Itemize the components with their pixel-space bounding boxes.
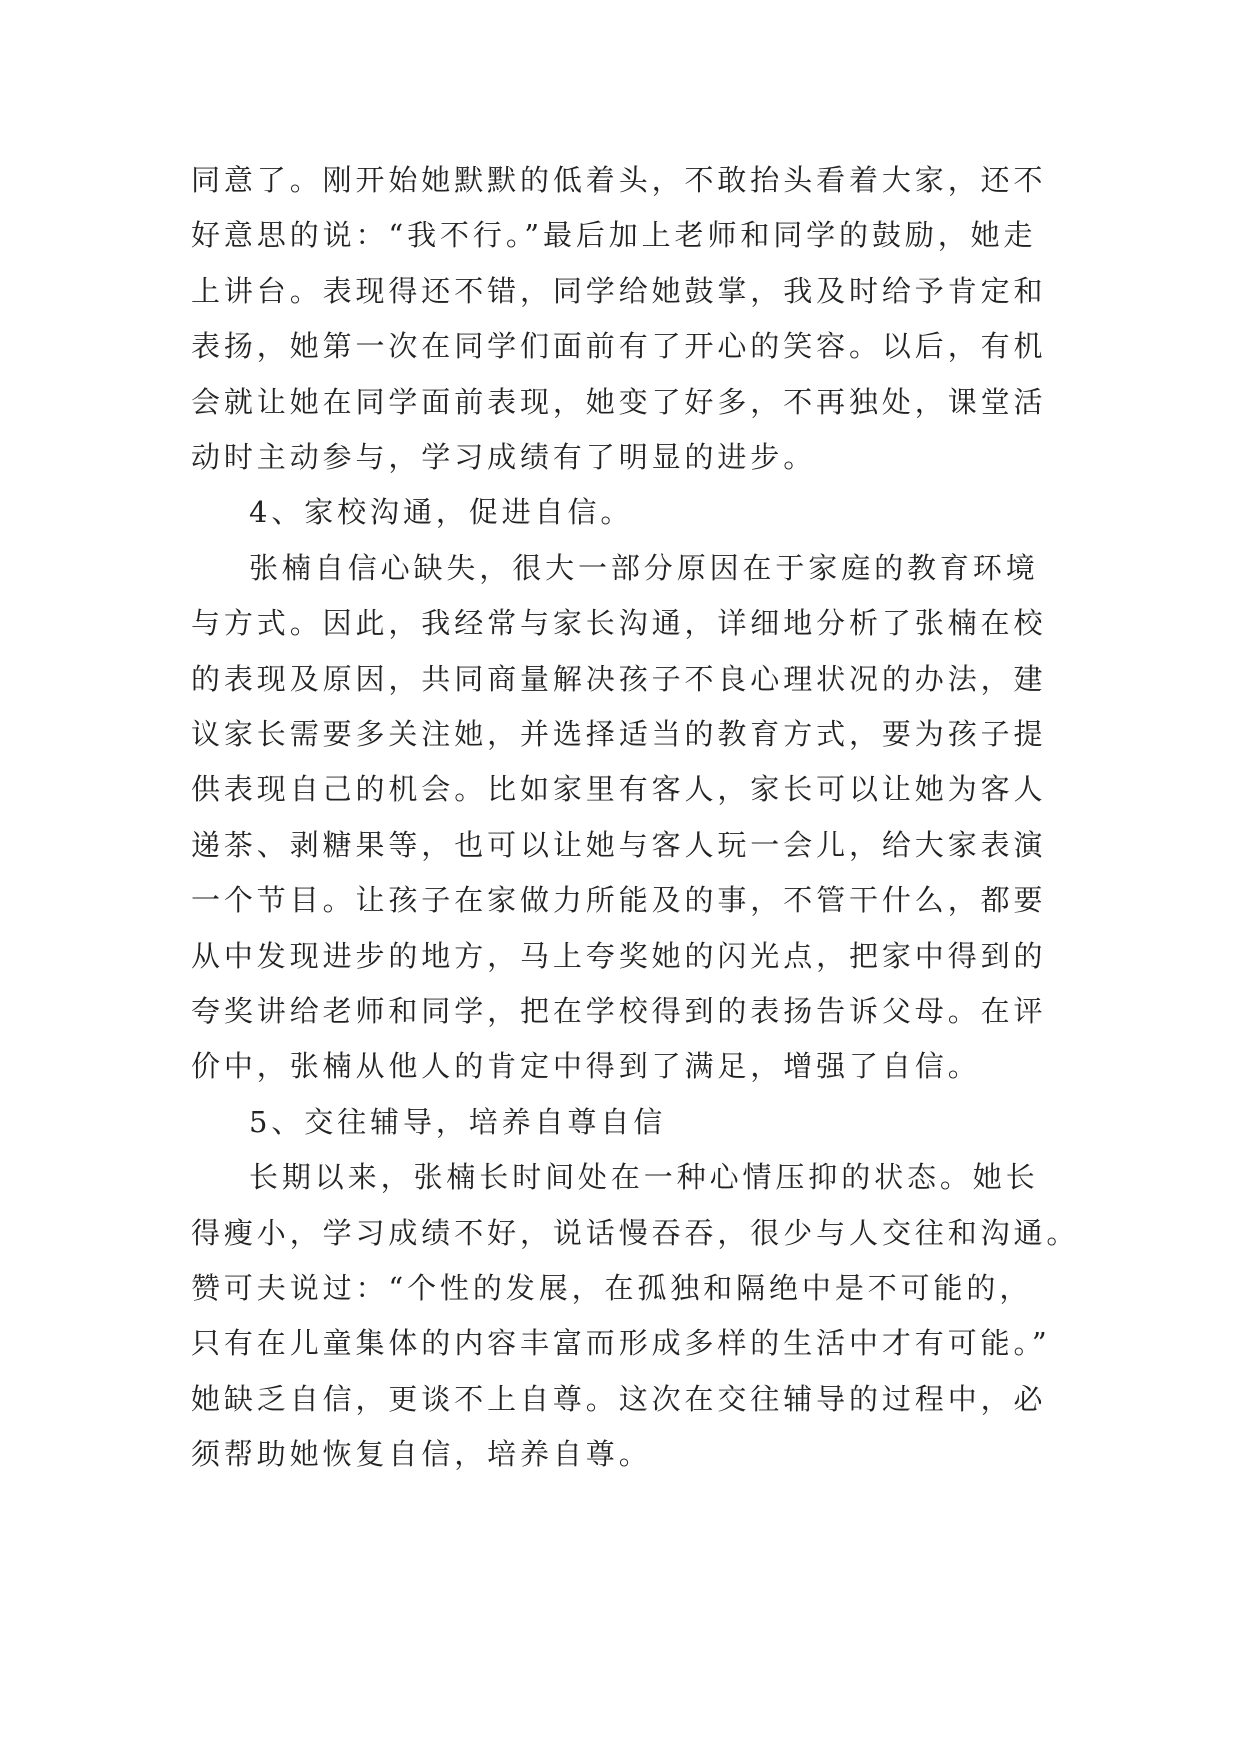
text-line: 会就让她在同学面前表现，她变了好多，不再独处，课堂活 <box>191 384 1047 419</box>
text-line: 从中发现进步的地方，马上夸奖她的闪光点，把家中得到的 <box>191 938 1047 973</box>
text-line: 赞可夫说过：“个性的发展，在孤独和隔绝中是不可能的， <box>191 1271 1033 1305</box>
text-line: 一个节目。让孩子在家做力所能及的事，不管干什么，都要 <box>191 883 1047 918</box>
text-line: 夸奖讲给老师和同学，把在学校得到的表扬告诉父母。在评 <box>191 994 1047 1028</box>
paragraph-start-line: 5、交往辅导，培养自尊自信 <box>249 1104 667 1139</box>
text-line: 议家长需要多关注她，并选择适当的教育方式，要为孩子提 <box>191 717 1047 751</box>
text-line: 动时主动参与，学习成绩有了明显的进步。 <box>191 440 817 474</box>
text-line: 的表现及原因，共同商量解决孩子不良心理状况的办法，建 <box>191 661 1047 696</box>
text-line: 同意了。刚开始她默默的低着头，不敢抬头看着大家，还不 <box>191 163 1047 197</box>
text-line: 与方式。因此，我经常与家长沟通，详细地分析了张楠在校 <box>191 606 1047 641</box>
text-line: 上讲台。表现得还不错，同学给她鼓掌，我及时给予肯定和 <box>191 273 1047 308</box>
text-line: 价中，张楠从他人的肯定中得到了满足，增强了自信。 <box>191 1049 981 1084</box>
text-line: 好意思的说：“我不行。”最后加上老师和同学的鼓励，她走 <box>191 218 1037 253</box>
paragraph-start-line: 张楠自信心缺失，很大一部分原因在于家庭的教育环境 <box>249 550 1039 585</box>
paragraph-start-line: 长期以来，张楠长时间处在一种心情压抑的状态。她长 <box>249 1160 1039 1195</box>
text-line: 递茶、剥糖果等，也可以让她与客人玩一会儿，给大家表演 <box>191 827 1047 862</box>
text-line: 供表现自己的机会。比如家里有客人，家长可以让她为客人 <box>191 772 1047 807</box>
text-line: 表扬，她第一次在同学们面前有了开心的笑容。以后，有机 <box>191 329 1047 364</box>
text-line: 只有在儿童集体的内容丰富而形成多样的生活中才有可能。” <box>191 1326 1051 1361</box>
paragraph-start-line: 4、家校沟通，促进自信。 <box>249 495 634 530</box>
text-line: 须帮助她恢复自信，培养自尊。 <box>191 1437 652 1472</box>
text-line: 得瘦小，学习成绩不好，说话慢吞吞，很少与人交往和沟通。 <box>191 1215 1080 1250</box>
text-line: 她缺乏自信，更谈不上自尊。这次在交往辅导的过程中，必 <box>191 1381 1047 1416</box>
